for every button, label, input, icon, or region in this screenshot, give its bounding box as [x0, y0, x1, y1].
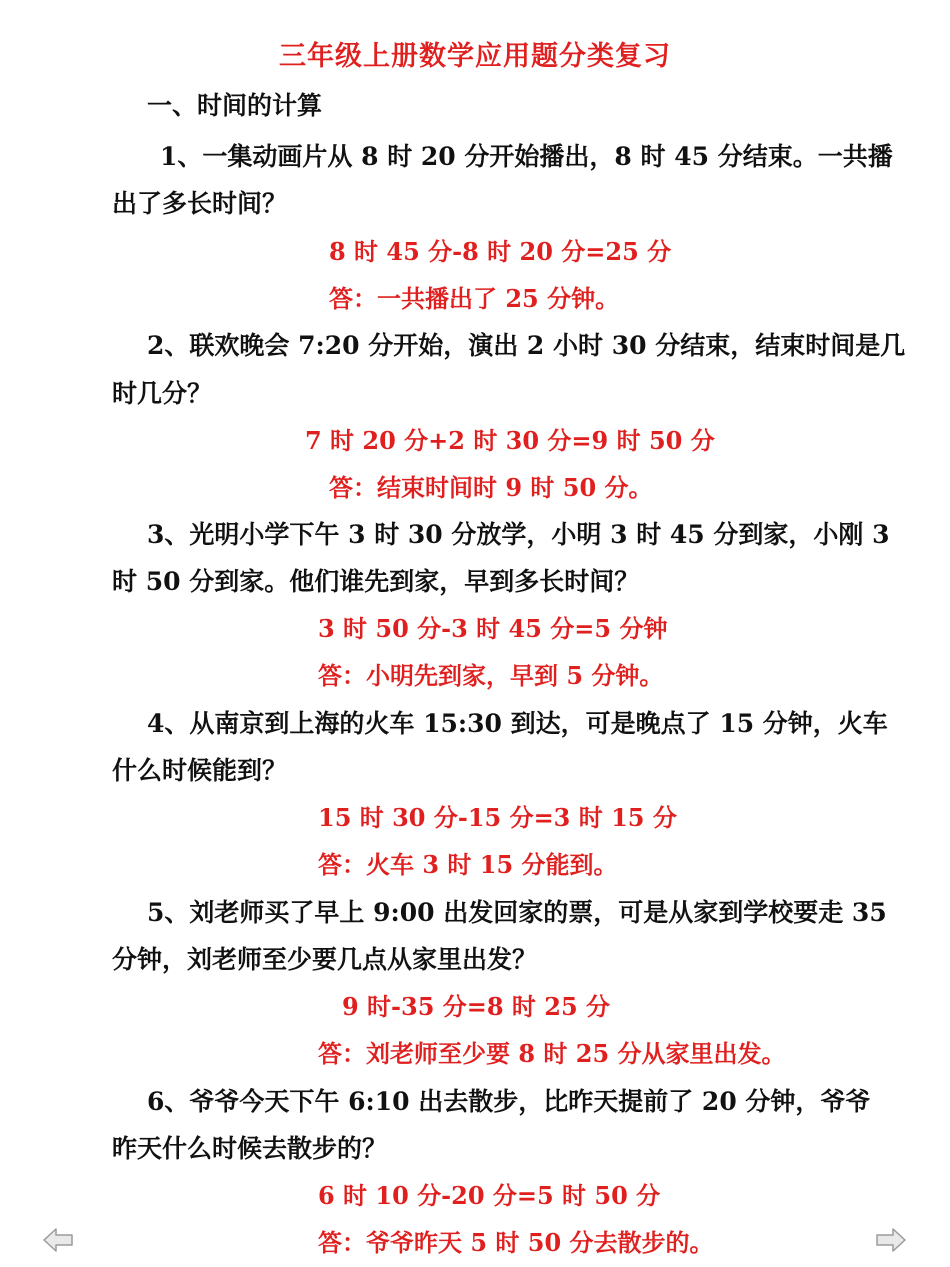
arrow-left-icon[interactable]: [42, 1226, 74, 1254]
problem-4-answer: 答：火车 3 时 15 分能到。: [318, 850, 618, 879]
problem-3-question-line-2: 时 50 分到家。他们谁先到家，早到多长时间？: [112, 567, 640, 596]
problem-2-answer: 答：结束时间时 9 时 50 分。: [329, 473, 653, 502]
problem-3-calculation: 3 时 50 分-3 时 45 分=5 分钟: [318, 614, 668, 643]
problem-5-question-line-2: 分钟，刘老师至少要几点从家里出发？: [112, 945, 538, 974]
problem-6-question-line-2: 昨天什么时候去散步的？: [112, 1134, 388, 1163]
problem-1-answer: 答：一共播出了 25 分钟。: [329, 284, 620, 313]
arrow-right-icon[interactable]: [875, 1226, 907, 1254]
problem-5-answer: 答：刘老师至少要 8 时 25 分从家里出发。: [318, 1039, 786, 1068]
problem-1-question-line-1: 1、一集动画片从 8 时 20 分开始播出，8 时 45 分结束。一共播: [160, 142, 893, 171]
problem-1-calculation: 8 时 45 分-8 时 20 分=25 分: [329, 237, 672, 266]
problem-3-answer: 答：小明先到家，早到 5 分钟。: [318, 661, 664, 690]
problem-6-answer: 答：爷爷昨天 5 时 50 分去散步的。: [318, 1228, 714, 1257]
problem-2-question-line-2: 时几分？: [112, 379, 213, 408]
problem-2-question-line-1: 2、联欢晚会 7:20 分开始，演出 2 小时 30 分结束，结束时间是几: [147, 331, 906, 360]
section-heading: 一、时间的计算: [147, 91, 323, 120]
problem-1-question-line-2: 出了多长时间？: [112, 189, 288, 218]
problem-6-question-line-1: 6、爷爷今天下午 6:10 出去散步，比昨天提前了 20 分钟，爷爷: [147, 1087, 871, 1116]
problem-4-calculation: 15 时 30 分-15 分=3 时 15 分: [318, 803, 677, 832]
problem-2-calculation: 7 时 20 分+2 时 30 分=9 时 50 分: [305, 426, 715, 455]
problem-5-calculation: 9 时-35 分=8 时 25 分: [342, 992, 611, 1021]
page-title: 三年级上册数学应用题分类复习: [279, 41, 671, 72]
problem-3-question-line-1: 3、光明小学下午 3 时 30 分放学，小明 3 时 45 分到家，小刚 3: [147, 520, 890, 549]
problem-4-question-line-2: 什么时候能到？: [112, 756, 288, 785]
problem-4-question-line-1: 4、从南京到上海的火车 15:30 到达，可是晚点了 15 分钟，火车: [147, 709, 888, 738]
problem-5-question-line-1: 5、刘老师买了早上 9:00 出发回家的票，可是从家到学校要走 35: [147, 898, 887, 927]
problem-6-calculation: 6 时 10 分-20 分=5 时 50 分: [318, 1181, 661, 1210]
